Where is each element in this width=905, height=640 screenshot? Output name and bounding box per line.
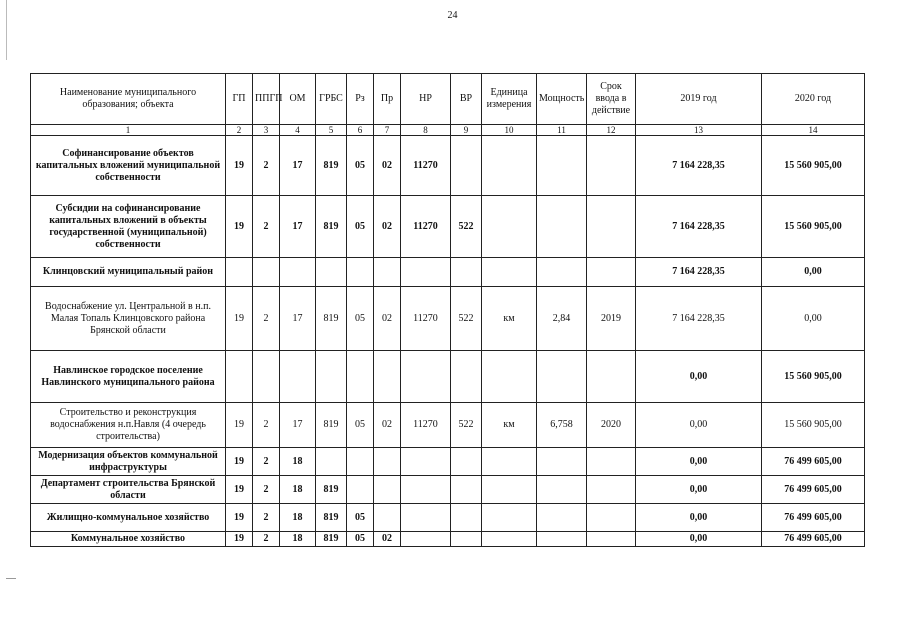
header-2020: 2020 год [762,74,865,125]
code-cell: 18 [280,532,316,547]
code-cell [226,351,253,403]
code-cell [587,504,636,532]
amount-cell: 15 560 905,00 [762,196,865,258]
header-row [31,74,865,125]
header-om: ОМ [280,74,316,125]
col-number: 8 [401,125,451,136]
code-cell [374,258,401,287]
header-capacity: Мощность [537,74,587,125]
col-number: 3 [253,125,280,136]
header-gp: ГП [226,74,253,125]
code-cell: 819 [316,136,347,196]
code-cell [451,476,482,504]
code-cell [587,136,636,196]
code-cell [451,504,482,532]
code-cell: 11270 [401,403,451,448]
amount-cell: 0,00 [762,287,865,351]
col-number: 5 [316,125,347,136]
code-cell [347,258,374,287]
code-cell: 2 [253,504,280,532]
code-cell: км [482,287,537,351]
code-cell [451,351,482,403]
budget-table [30,73,865,547]
header-grbs: ГРБС [316,74,347,125]
code-cell [537,196,587,258]
code-cell: 19 [226,196,253,258]
code-cell [451,532,482,547]
code-cell: 19 [226,403,253,448]
code-cell: 819 [316,196,347,258]
col-number: 4 [280,125,316,136]
code-cell [482,504,537,532]
amount-cell: 0,00 [636,476,762,504]
code-cell: 18 [280,476,316,504]
code-cell [316,351,347,403]
table-row [31,504,865,532]
code-cell: 02 [374,136,401,196]
col-number: 13 [636,125,762,136]
code-cell: 11270 [401,287,451,351]
header-nr: НР [401,74,451,125]
header-commission-date: Срок ввода в действие [587,74,636,125]
amount-cell: 76 499 605,00 [762,476,865,504]
amount-cell: 0,00 [636,403,762,448]
code-cell [537,136,587,196]
code-cell: 819 [316,287,347,351]
code-cell: 11270 [401,196,451,258]
row-name-cell: Жилищно-коммунальное хозяйство [31,504,226,532]
code-cell [537,258,587,287]
header-rz: Рз [347,74,374,125]
table-row [31,532,865,547]
code-cell [253,351,280,403]
code-cell: 2 [253,532,280,547]
code-cell [587,448,636,476]
amount-cell: 76 499 605,00 [762,504,865,532]
code-cell [482,448,537,476]
code-cell: 05 [347,504,374,532]
row-name-cell: Субсидии на софинансирование капитальных вложений в объекты государственной (муниципальной) собственности [31,196,226,258]
code-cell: 17 [280,136,316,196]
code-cell: 2 [253,287,280,351]
table-row [31,287,865,351]
code-cell [374,351,401,403]
code-cell: 18 [280,448,316,476]
code-cell [280,258,316,287]
code-cell [347,448,374,476]
code-cell: 17 [280,287,316,351]
code-cell: 02 [374,287,401,351]
header-name: Наименование муниципального образования; объекта [31,74,226,125]
table-row [31,136,865,196]
code-cell [537,351,587,403]
amount-cell: 15 560 905,00 [762,403,865,448]
row-name-cell: Коммунальное хозяйство [31,532,226,547]
table-row [31,196,865,258]
code-cell: 819 [316,476,347,504]
col-number: 1 [31,125,226,136]
header-2019: 2019 год [636,74,762,125]
row-name-cell: Водоснабжение ул. Центральной в н.п. Малая Топаль Клинцовского района Брянской области [31,287,226,351]
col-number: 10 [482,125,537,136]
col-number: 14 [762,125,865,136]
code-cell [253,258,280,287]
code-cell [451,136,482,196]
row-name-cell: Клинцовский муниципальный район [31,258,226,287]
amount-cell: 0,00 [762,258,865,287]
code-cell: 19 [226,136,253,196]
table-row [31,448,865,476]
code-cell: 2 [253,476,280,504]
amount-cell: 76 499 605,00 [762,448,865,476]
row-name-cell: Строительство и реконструкция водоснабжения н.п.Навля (4 очередь строительства) [31,403,226,448]
code-cell: 522 [451,403,482,448]
code-cell [587,532,636,547]
code-cell: 19 [226,448,253,476]
code-cell [374,448,401,476]
code-cell: 819 [316,403,347,448]
code-cell [316,258,347,287]
code-cell: 02 [374,532,401,547]
code-cell: 05 [347,403,374,448]
header-vr: ВР [451,74,482,125]
column-number-row [31,125,865,136]
table-row [31,403,865,448]
amount-cell: 0,00 [636,448,762,476]
code-cell [537,532,587,547]
code-cell: 17 [280,196,316,258]
row-name-cell: Навлинское городское поселение Навлинского муниципального района [31,351,226,403]
code-cell [482,258,537,287]
amount-cell: 0,00 [636,532,762,547]
table-body [31,136,865,547]
code-cell [482,196,537,258]
code-cell: 2 [253,196,280,258]
margin-mark [6,578,16,579]
code-cell [482,136,537,196]
code-cell: 19 [226,504,253,532]
amount-cell: 7 164 228,35 [636,258,762,287]
col-number: 12 [587,125,636,136]
code-cell: км [482,403,537,448]
code-cell: 05 [347,196,374,258]
code-cell: 02 [374,196,401,258]
page-number: 24 [447,10,458,21]
col-number: 6 [347,125,374,136]
code-cell [374,476,401,504]
code-cell: 19 [226,287,253,351]
code-cell [587,196,636,258]
code-cell [587,351,636,403]
code-cell [537,448,587,476]
code-cell: 18 [280,504,316,532]
code-cell [451,448,482,476]
code-cell: 05 [347,136,374,196]
code-cell: 522 [451,287,482,351]
code-cell [451,258,482,287]
code-cell [401,504,451,532]
code-cell [374,504,401,532]
code-cell [347,476,374,504]
code-cell [401,448,451,476]
code-cell: 2,84 [537,287,587,351]
col-number: 7 [374,125,401,136]
code-cell: 522 [451,196,482,258]
code-cell: 2 [253,403,280,448]
col-number: 2 [226,125,253,136]
code-cell: 19 [226,532,253,547]
code-cell [401,258,451,287]
code-cell: 2 [253,448,280,476]
code-cell [347,351,374,403]
row-name-cell: Софинансирование объектов капитальных вложений муниципальной собственности [31,136,226,196]
code-cell [587,476,636,504]
code-cell: 05 [347,287,374,351]
code-cell: 6,758 [537,403,587,448]
row-name-cell: Модернизация объектов коммунальной инфраструктуры [31,448,226,476]
code-cell [537,504,587,532]
code-cell: 02 [374,403,401,448]
code-cell [587,258,636,287]
amount-cell: 0,00 [636,504,762,532]
code-cell [280,351,316,403]
code-cell: 819 [316,504,347,532]
code-cell: 05 [347,532,374,547]
amount-cell: 15 560 905,00 [762,351,865,403]
header-pr: Пр [374,74,401,125]
code-cell: 2020 [587,403,636,448]
code-cell: 2 [253,136,280,196]
amount-cell: 15 560 905,00 [762,136,865,196]
code-cell [401,476,451,504]
col-number: 11 [537,125,587,136]
table-row [31,258,865,287]
row-name-cell: Департамент строительства Брянской области [31,476,226,504]
code-cell [482,476,537,504]
code-cell [482,532,537,547]
amount-cell: 7 164 228,35 [636,196,762,258]
code-cell: 819 [316,532,347,547]
code-cell: 2019 [587,287,636,351]
col-number: 9 [451,125,482,136]
code-cell [537,476,587,504]
amount-cell: 7 164 228,35 [636,136,762,196]
code-cell [401,532,451,547]
code-cell [401,351,451,403]
header-unit: Единица измерения [482,74,537,125]
amount-cell: 7 164 228,35 [636,287,762,351]
code-cell [316,448,347,476]
code-cell [226,258,253,287]
code-cell [482,351,537,403]
table-row [31,476,865,504]
margin-line [6,0,7,60]
code-cell: 11270 [401,136,451,196]
amount-cell: 76 499 605,00 [762,532,865,547]
header-ppgp: ППГП [253,74,280,125]
code-cell: 19 [226,476,253,504]
code-cell: 17 [280,403,316,448]
table-row [31,351,865,403]
amount-cell: 0,00 [636,351,762,403]
